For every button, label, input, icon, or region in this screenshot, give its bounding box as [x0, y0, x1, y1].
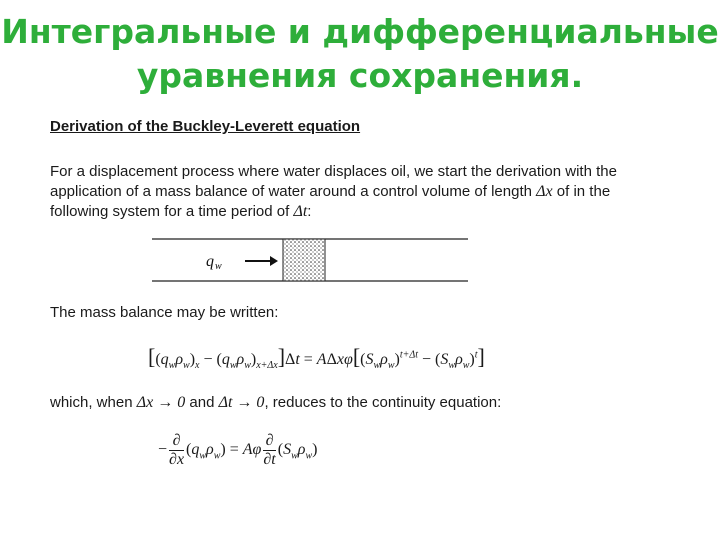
- control-volume-diagram: [150, 233, 470, 288]
- paragraph-line-2-text-a: application of a mass balance of water around a control volume of length: [50, 183, 537, 200]
- limit-text-c: and: [185, 394, 219, 411]
- limit-text-a: which, when: [50, 394, 137, 411]
- flow-label: q: [206, 253, 214, 270]
- paragraph-line-3-text-b: :: [307, 203, 312, 220]
- paragraph-line-3-text-a: following system for a time period of: [50, 203, 294, 220]
- delta-t-symbol: Δt: [293, 203, 308, 220]
- slide-title-line2: уравнения сохранения.: [136, 56, 584, 95]
- document-heading: Derivation of the Buckley-Leverett equation: [50, 118, 361, 135]
- slide-title-line1: Интегральные и дифференциальные: [1, 12, 719, 51]
- paragraph-line-2: [50, 182, 680, 202]
- delta-x-limit: Δx → 0: [136, 394, 186, 411]
- paragraph-line-2-text-b: of in the: [552, 183, 611, 200]
- delta-t-limit: Δt → 0: [218, 394, 265, 411]
- paragraph-line-3: [50, 202, 680, 222]
- arrow-head-icon: [270, 256, 278, 266]
- control-volume-block: [283, 239, 325, 281]
- mass-balance-equation: $[(q_w\rho_w)_x - (q_w\rho_w)_{x+\Delta x}]\Delta t = A\Delta x\varphi[(S_w\rho_w)^{t+\Delta t} - (S_w\rho_w)^t]$: [148, 344, 485, 372]
- continuity-equation: − $\frac{\partial}{\partial x}$ $(q_w\rho_w) = A\varphi$ $\frac{\partial}{\partial t}$ $(S_w\rho_w)$: [158, 432, 318, 468]
- paragraph-line-1: For a displacement process where water displaces oil, we start the derivation with the: [50, 163, 617, 180]
- limit-condition-text: [50, 394, 501, 412]
- flow-label-subscript: w: [215, 261, 222, 272]
- mass-balance-label: The mass balance may be written:: [50, 304, 279, 321]
- limit-text-e: , reduces to the continuity equation:: [264, 394, 502, 411]
- delta-x-symbol: Δx: [536, 183, 553, 200]
- intro-paragraph: [50, 162, 680, 222]
- slide-title: [0, 10, 720, 98]
